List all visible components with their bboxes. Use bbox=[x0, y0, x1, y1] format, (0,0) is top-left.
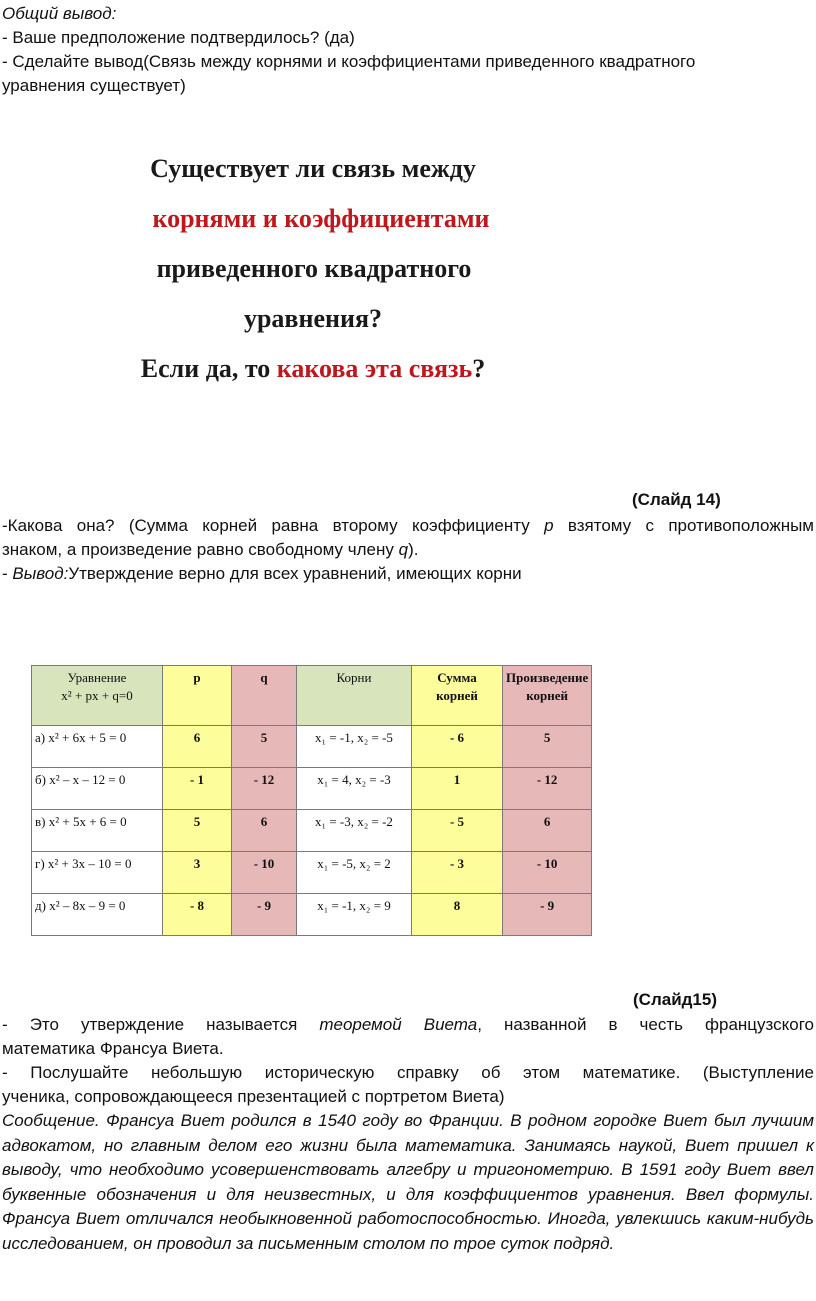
row-equation: г) x² + 3x – 10 = 0 bbox=[32, 852, 163, 894]
row-q: - 10 bbox=[232, 852, 297, 894]
row-sum: - 3 bbox=[412, 852, 503, 894]
row-p: 6 bbox=[163, 726, 232, 768]
row-p: 5 bbox=[163, 810, 232, 852]
row-equation: д) x² – 8x – 9 = 0 bbox=[32, 894, 163, 936]
history-line-cont: ученика, сопровождающееся презентацией с портретом Виета) bbox=[2, 1087, 505, 1106]
slide-line-3: приведенного квадратного bbox=[156, 254, 472, 283]
row-q: 5 bbox=[232, 726, 297, 768]
slide-14-ref: (Слайд 14) bbox=[632, 490, 721, 509]
row-p: - 8 bbox=[163, 894, 232, 936]
row-sum: 1 bbox=[412, 768, 503, 810]
table-row bbox=[32, 894, 592, 936]
history-line: - Послушайте небольшую историческую справку об этом математике. (Выступление bbox=[2, 1063, 814, 1082]
header-sum: Сумма корней bbox=[412, 666, 503, 726]
row-product: 5 bbox=[503, 726, 592, 768]
row-roots: x₁ = -1, x₂ = -5 bbox=[297, 726, 412, 768]
slide-line-5 bbox=[0, 354, 721, 384]
header-equation: Уравнение x² + px + q=0 bbox=[32, 666, 163, 726]
row-q: - 9 bbox=[232, 894, 297, 936]
slide-15-ref: (Слайд15) bbox=[633, 990, 718, 1009]
row-sum: 8 bbox=[412, 894, 503, 936]
row-product: 6 bbox=[503, 810, 592, 852]
inference-line: - Вывод:Утверждение верно для всех уравнений, имеющих корни bbox=[2, 564, 522, 583]
row-equation: б) x² – x – 12 = 0 bbox=[32, 768, 163, 810]
table-header bbox=[32, 666, 592, 726]
table-row bbox=[32, 768, 592, 810]
slide-line-4: уравнения? bbox=[243, 304, 383, 333]
theorem-line-cont: математика Франсуа Виета. bbox=[2, 1039, 224, 1058]
row-q: 6 bbox=[232, 810, 297, 852]
row-roots: x₁ = -5, x₂ = 2 bbox=[297, 852, 412, 894]
row-roots: x₁ = -3, x₂ = -2 bbox=[297, 810, 412, 852]
row-product: - 9 bbox=[503, 894, 592, 936]
row-roots: x₁ = 4, x₂ = -3 bbox=[297, 768, 412, 810]
theorem-line: - Это утверждение называется теоремой Виета, названной в честь французского bbox=[2, 1015, 815, 1034]
row-product: - 12 bbox=[503, 768, 592, 810]
question-line: -Какова она? (Сумма корней равна второму коэффициенту p взятому с противоположным bbox=[2, 516, 814, 535]
row-product: - 10 bbox=[503, 852, 592, 894]
slide-line-1: Существует ли связь между bbox=[150, 154, 476, 183]
header-q: q bbox=[232, 666, 297, 726]
header-roots: Корни bbox=[297, 666, 412, 726]
vieta-table bbox=[31, 665, 592, 936]
slide-question-end: ? bbox=[472, 354, 486, 383]
conclusion-line: - Сделайте вывод(Связь между корнями и коэффициентами приведенного квадратного bbox=[2, 52, 696, 71]
conclusion-line-cont: уравнения существует) bbox=[2, 76, 186, 95]
hypothesis-line: - Ваше предположение подтвердилось? (да) bbox=[2, 28, 355, 47]
slide-question-start: Если да, то bbox=[140, 354, 277, 383]
slide-line-2: корнями и коэффициентами bbox=[152, 204, 490, 233]
summary-heading: Общий вывод: bbox=[2, 4, 117, 23]
question-line-cont: знаком, а произведение равно свободному члену q). bbox=[2, 540, 419, 559]
header-product: Произведение корней bbox=[503, 666, 592, 726]
table-row bbox=[32, 852, 592, 894]
row-q: - 12 bbox=[232, 768, 297, 810]
header-p: p bbox=[163, 666, 232, 726]
vieta-message: Сообщение. Франсуа Виет родился в 1540 году во Франции. В родном городке Виет был лучшим адвокатом, но главным делом его жизни была математика. Занимаясь наукой, Виет пришел к выводу, что необходимо усовершенствовать алгебру и тригонометрию. В 1591 году Виет ввел буквенные обозначения и для неизвестных, и для коэффициентов уравнения. Ввел формулы. Франсуа Виет отличался необыкновенной работоспособностью. Иногда, увлекшись каким-нибудь исследованием, он проводил за письменным столом по трое суток подряд. bbox=[2, 1111, 814, 1253]
row-p: 3 bbox=[163, 852, 232, 894]
row-roots: x₁ = -1, x₂ = 9 bbox=[297, 894, 412, 936]
table-row bbox=[32, 810, 592, 852]
row-equation: а) x² + 6x + 5 = 0 bbox=[32, 726, 163, 768]
row-sum: - 6 bbox=[412, 726, 503, 768]
row-p: - 1 bbox=[163, 768, 232, 810]
row-equation: в) x² + 5x + 6 = 0 bbox=[32, 810, 163, 852]
table-row bbox=[32, 726, 592, 768]
row-sum: - 5 bbox=[412, 810, 503, 852]
slide-question-red: какова эта связь bbox=[276, 354, 473, 383]
